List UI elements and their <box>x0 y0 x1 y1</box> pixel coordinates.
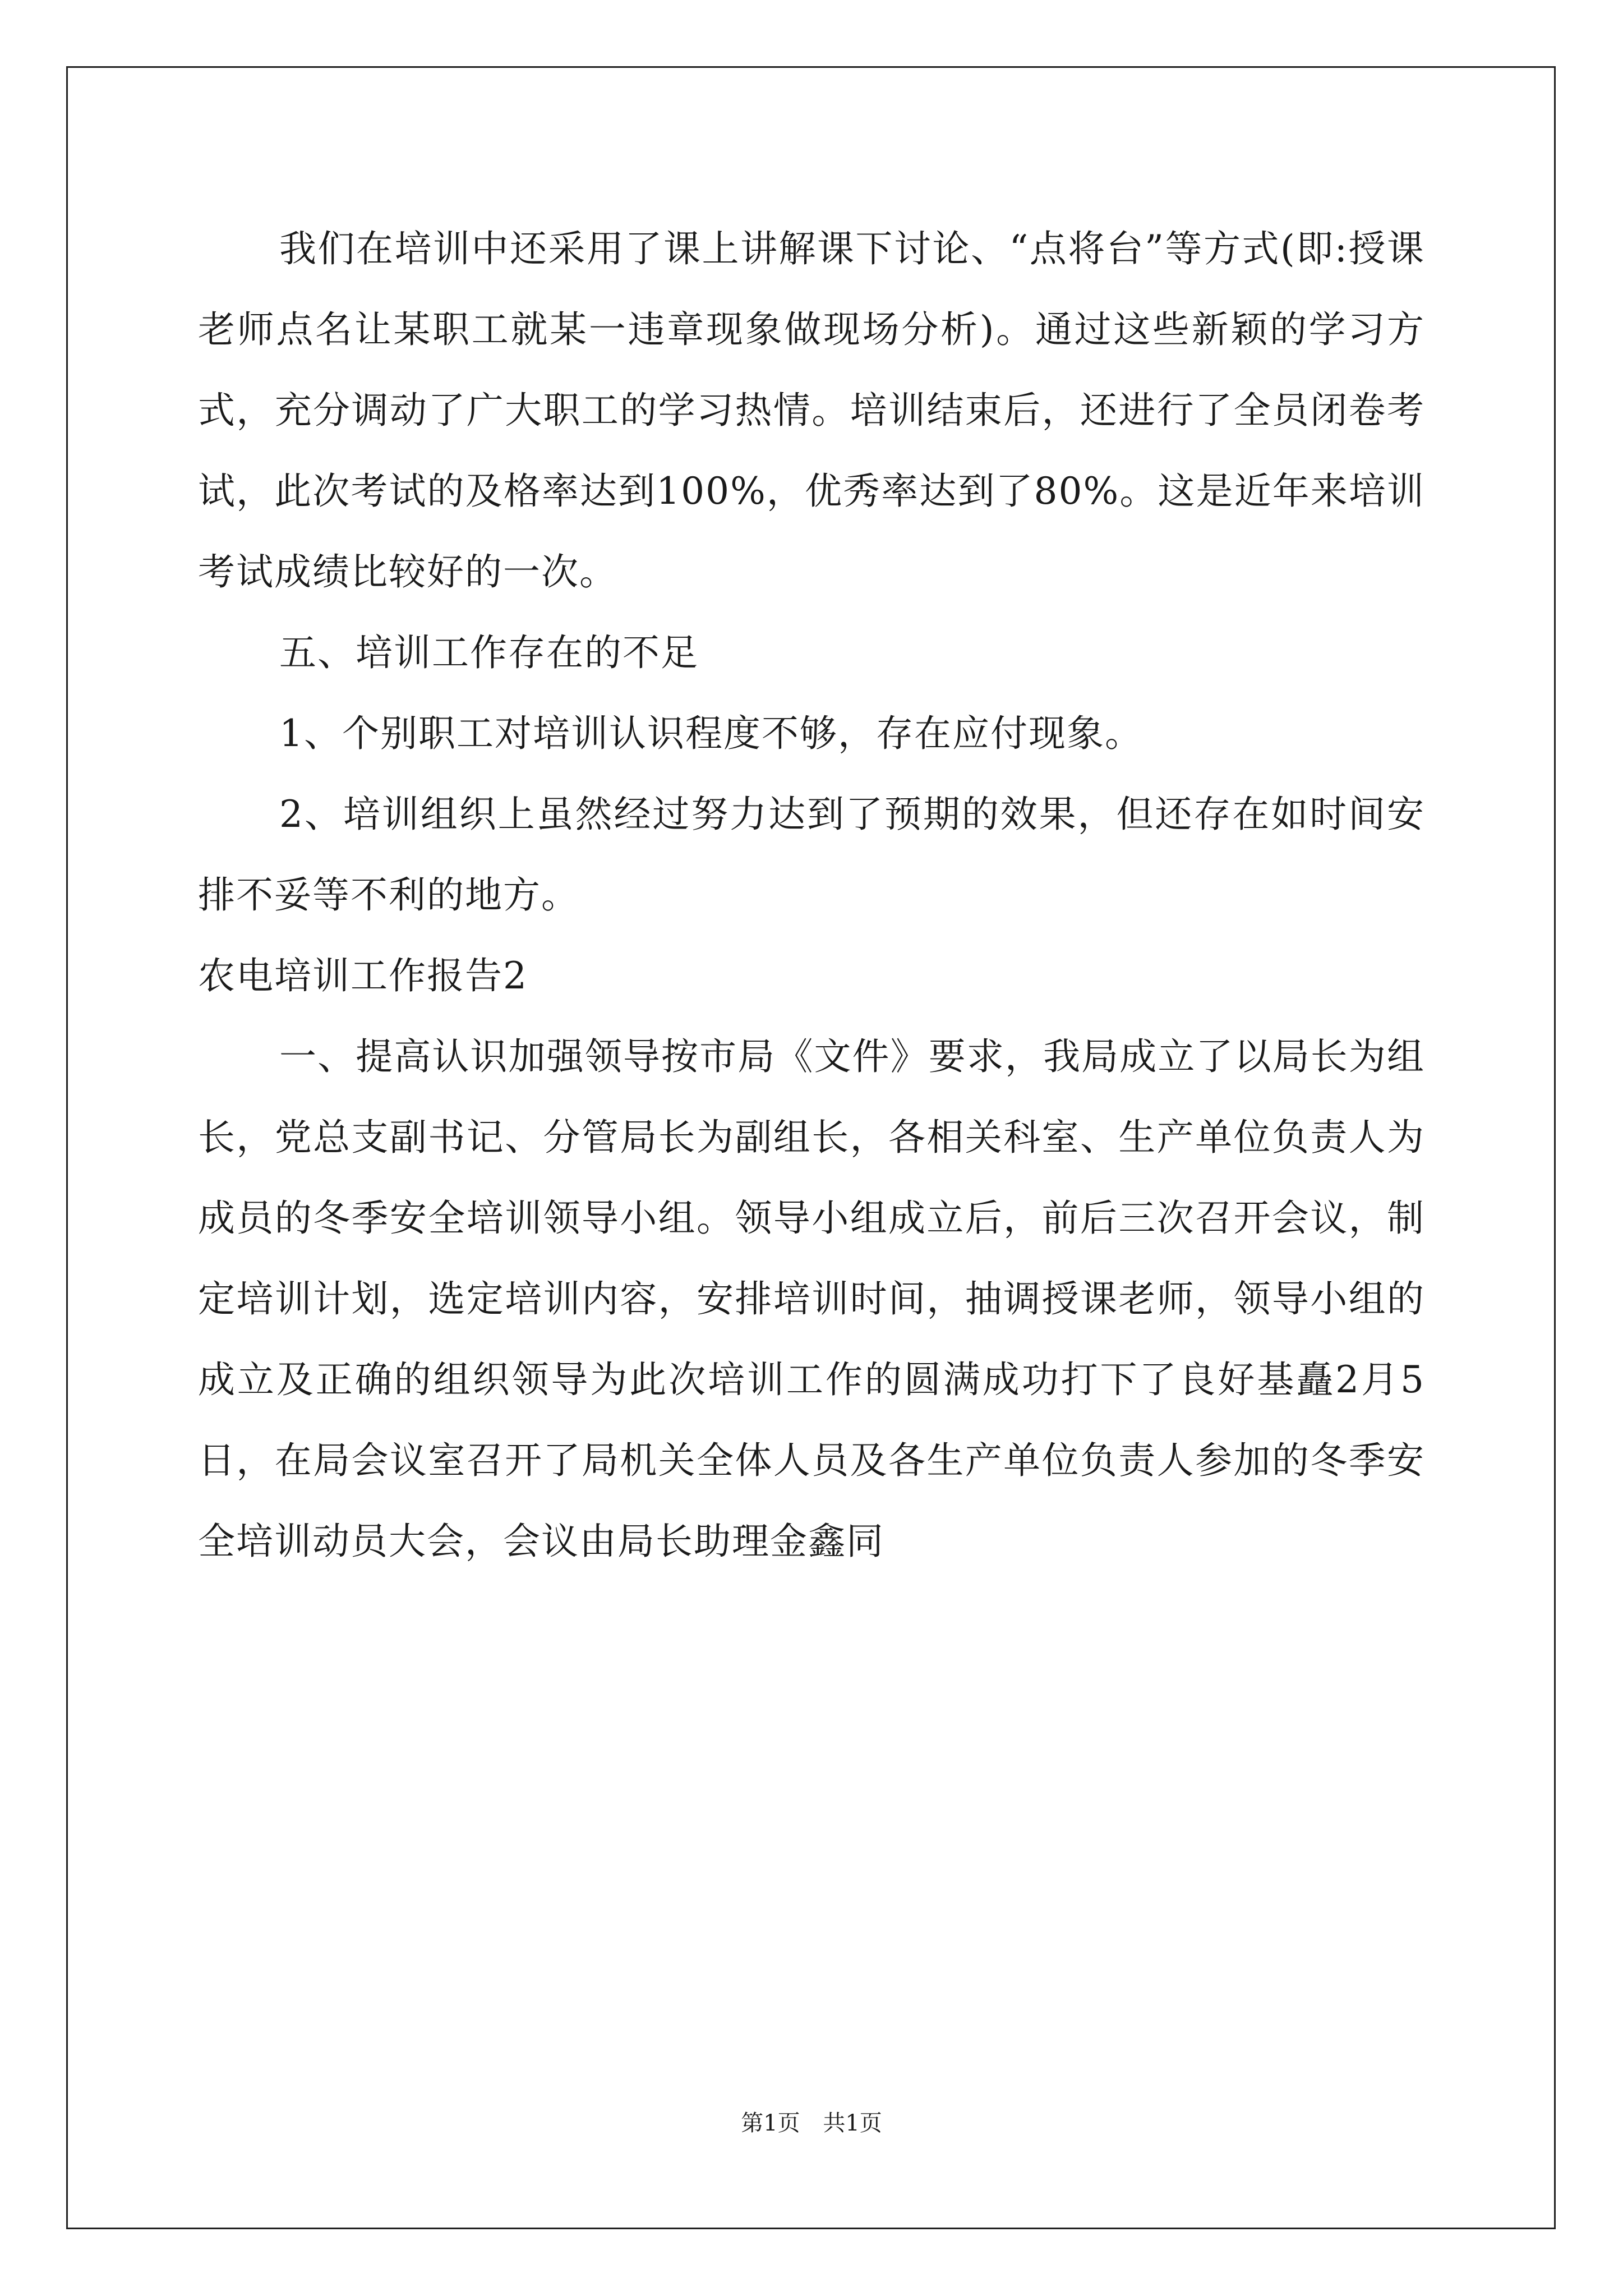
paragraph-shortcoming-2: 2、培训组织上虽然经过努力达到了预期的效果，但还存在如时间安排不妥等不利的地方。 <box>198 793 1425 917</box>
page-footer <box>0 2109 1623 2137</box>
page-total: 共1页 <box>823 2110 882 2136</box>
section-heading-shortcomings: 五、培训工作存在的不足 <box>279 631 699 674</box>
paragraph-training-methods: 我们在培训中还采用了课上讲解课下讨论、“点将台”等方式(即:授课老师点名让某职工就某一违章现象做现场分析)。通过这些新颖的学习方式，充分调动了广大职工的学习热情。培训结束后，还进行了全员闭卷考试，此次考试的及格率达到100%，优秀率达到了80%。这是近年来培训考试成绩比较好的一次。 <box>198 227 1425 593</box>
report-title-2: 农电培训工作报告2 <box>198 954 528 997</box>
document-body <box>198 209 1425 1582</box>
paragraph-leadership: 一、提高认识加强领导按市局《文件》要求，我局成立了以局长为组长，党总支副书记、分管局长为副组长，各相关科室、生产单位负责人为成员的冬季安全培训领导小组。领导小组成立后，前后三次召开会议，制定培训计划，选定培训内容，安排培训时间，抽调授课老师，领导小组的成立及正确的组织领导为此次培训工作的圆满成功打下了良好基矗2月5日，在局会议室召开了局机关全体人员及各生产单位负责人参加的冬季安全培训动员大会，会议由局长助理金鑫同 <box>198 1035 1425 1563</box>
paragraph-shortcoming-1: 1、个别职工对培训认识程度不够，存在应付现象。 <box>279 712 1143 755</box>
page-number: 第1页 <box>741 2110 800 2136</box>
